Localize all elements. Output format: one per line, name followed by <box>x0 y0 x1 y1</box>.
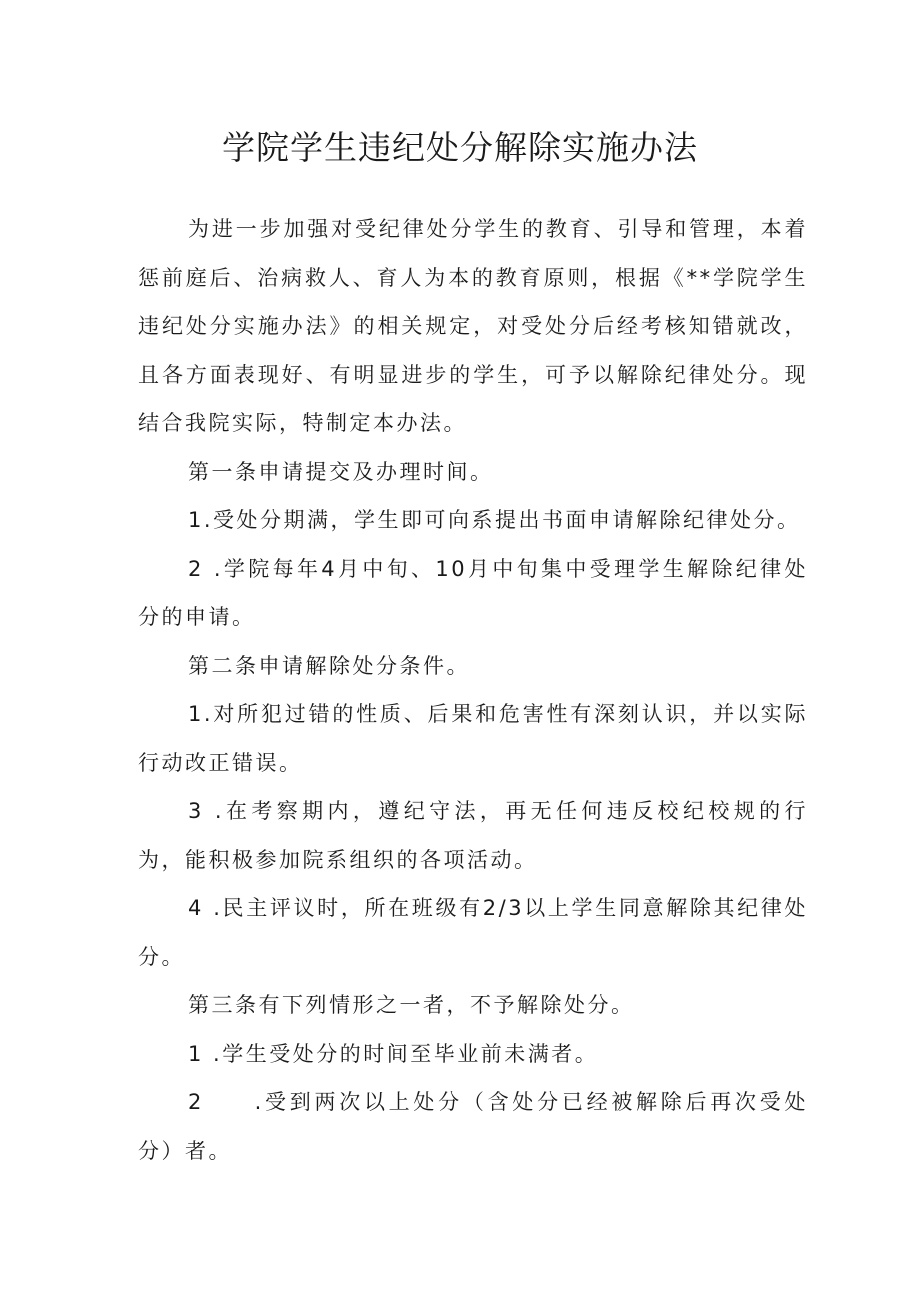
article-2-item-3: 3 .在考察期内，遵纪守法，再无任何违反校纪校规的行为，能积极参加院系组织的各项活动。 <box>138 799 808 872</box>
article-1-item-2: 2 .学院每年4月中旬、10月中旬集中受理学生解除纪律处分的申请。 <box>138 556 808 629</box>
article-2-heading: 第二条申请解除处分条件。 <box>188 653 470 678</box>
article-3-item-1: 1 .学生受处分的时间至毕业前未满者。 <box>188 1041 599 1066</box>
article-2-item-4: 4 .民主评议时，所在班级有2/3以上学生同意解除其纪律处分。 <box>138 896 808 969</box>
document-body <box>138 205 808 1175</box>
document-title: 学院学生违纪处分解除实施办法 <box>222 128 698 167</box>
article-3-heading: 第三条有下列情形之一者，不予解除处分。 <box>188 993 635 1017</box>
article-3-item-2: 2 .受到两次以上处分（含处分已经被解除后再次受处分）者。 <box>138 1090 808 1163</box>
article-1-heading: 第一条申请提交及办理时间。 <box>188 459 494 484</box>
article-1-item-1: 1.受处分期满，学生即可向系提出书面申请解除纪律处分。 <box>188 508 801 532</box>
intro-paragraph: 为进一步加强对受纪律处分学生的教育、引导和管理，本着惩前庭后、治病救人、育人为本的教育原则，根据《**学院学生违纪处分实施办法》的相关规定，对受处分后经考核知错就改，且各方面表现好、有明显进步的学生，可予以解除纪律处分。现结合我院实际，特制定本办法。 <box>138 217 808 435</box>
article-2-item-1: 1.对所犯过错的性质、后果和危害性有深刻认识，并以实际行动改正错误。 <box>138 702 808 775</box>
